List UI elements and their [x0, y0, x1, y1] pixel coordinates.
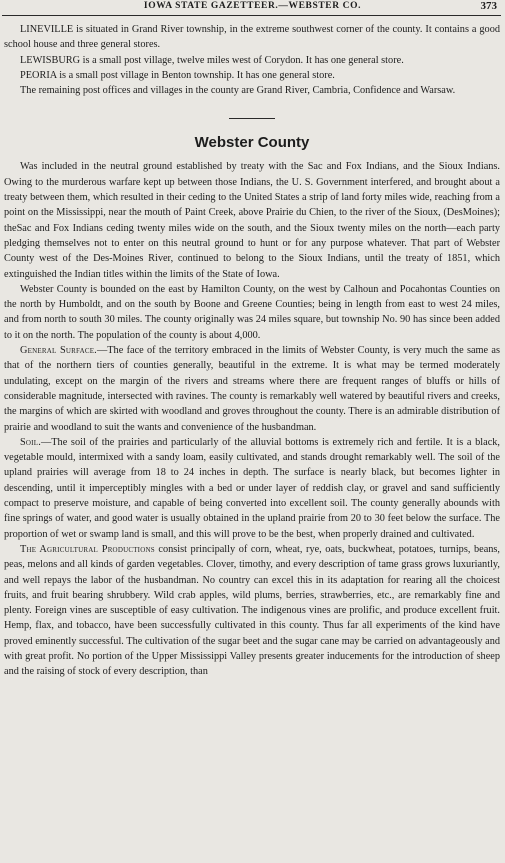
- paragraph-text: consist principally of corn, wheat, rye, oats, buckwheat, potatoes, turnips, beans, peas, melons and all kinds of garden vegetables. Clover, timothy, and every description of tame grass grows luxuriantly, and well repays the labor of the husbandman. No country can excel this in its adaptation for rearing all the choicest fruits, and fruit bearing shrubbery. Wild crab apples, wild plums, berries, strawberries, etc., are remarkably fine and plenty. Foreign vines are susceptible of easy cultivation. The indigenous vines are prolific, and produce excellent fruit. Hemp, flax, and tobacco, have been successfully cultivated in this county. Thus far all experiments of the kind have proved eminently successful. The cultivation of the sugar beet and the sugar cane may be carried on advantageously and with great profit. No portion of the Upper Mississippi Valley presents greater inducements for the introduction of sheep and the raising of stock of every description, than: [4, 543, 500, 678]
- paragraph-lead: Soil.: [20, 436, 41, 448]
- paragraph-soil: [4, 435, 500, 542]
- paragraph-remaining-villages: The remaining post offices and villages in the county are Grand River, Cambria, Confidence and Warsaw.: [20, 85, 456, 97]
- paragraph-text: —The face of the territory embraced in the limits of Webster County, is very much the same as that of the northern tiers of counties generally, beautiful in the extreme. It is what may be termed moderately undulating, except on the margin of the rivers and streams where there are frequent ranges of bluffs or hills of considerable magnitude, intersected with ravines. The county is remarkably well watered by beautiful rivers and creeks, the margins of which are skirted with woodland and groves throughout the county. There is an admirable distribution of prairie and woodland to suit the wants and convenience of the husbandman.: [4, 345, 500, 433]
- page-number: 373: [480, 0, 497, 12]
- paragraph-text: Webster County is bounded on the east by Hamilton County, on the west by Calhoun and Pocahontas Counties on the north by Humboldt, and on the south by Boone and Greene Counties; being in length from east to west 24 miles, and from north to south 30 miles. The county originally was 24 miles square, but township No. 90 has since been added to it on the north. The population of the county is about 4,000.: [4, 283, 500, 341]
- paragraph-peoria: PEORIA is a small post village in Benton township. It has one general store.: [20, 69, 335, 81]
- paragraph-text: Was included in the neutral ground established by treaty with the Sac and Fox Indians, and the Sioux Indians. Owing to the murderous warfare kept up between those Indians, the U. S. Government interfered, and brought about a treaty between them, which resulted in their ceding to the United States a strip of land forty miles wide, reaching from a point on the Mississippi, near the mouth of Paint Creek, above Prairie du Chien, to the river of the Sioux, (DesMoines); theSac and Fox Indians ceding twenty miles wide on the south, and the Sioux twenty miles on the north—each party pledging themselves not to enter on this neutral ground to hunt or for any purpose whatever. That part of Webster County west of the Des-Moines River, continued to belong to the Sioux Indians, until the treaty of 1851, which extinguished the Indian titles within the limits of the State of Iowa.: [4, 161, 500, 280]
- header-rule: [2, 15, 501, 16]
- paragraph-boundaries: [4, 282, 500, 343]
- running-title: IOWA STATE GAZETTEER.—WEBSTER CO.: [143, 1, 362, 11]
- paragraph-agricultural-productions: [4, 542, 500, 680]
- paragraph-lewisburg: LEWISBURG is a small post village, twelve miles west of Corydon. It has one general store.: [20, 54, 404, 66]
- section-heading: Webster County: [194, 134, 310, 152]
- running-header: [0, 0, 505, 16]
- paragraph-lineville: LINEVILLE is situated in Grand River township, in the extreme southwest corner of the county. It contains a good school house and three general stores.: [4, 24, 500, 51]
- paragraph-text: —The soil of the prairies and particularly of the alluvial bottoms is extremely rich and fertile. It is a black, vegetable mould, intermixed with a sandy loam, easily cultivated, and stands drought remarkably well. The soil of the upland prairies will average from 18 to 24 inches in depth. The surface is nearly black, but becomes lighter in descending, until it imperceptibly mingles with a bed or under layer of reddish clay, or gravel and sand sufficiently compact to preserve moisture, and capable of being converted into excellent soil. The county generally abounds with fine springs of water, and good water is usually obtained in the upland prairie from 20 to 30 feet below the surface. The proportion of wet or swamp land is small, and this will prove to be the best, when properly drained and cultivated.: [4, 436, 500, 540]
- paragraph-general-surface: [4, 343, 500, 435]
- paragraph-lead: General Surface.: [20, 345, 97, 357]
- paragraph-lead: The Agricultural Productions: [20, 543, 155, 555]
- page-body: [4, 22, 500, 680]
- paragraph-history: [4, 159, 500, 281]
- section-separator: [229, 118, 275, 119]
